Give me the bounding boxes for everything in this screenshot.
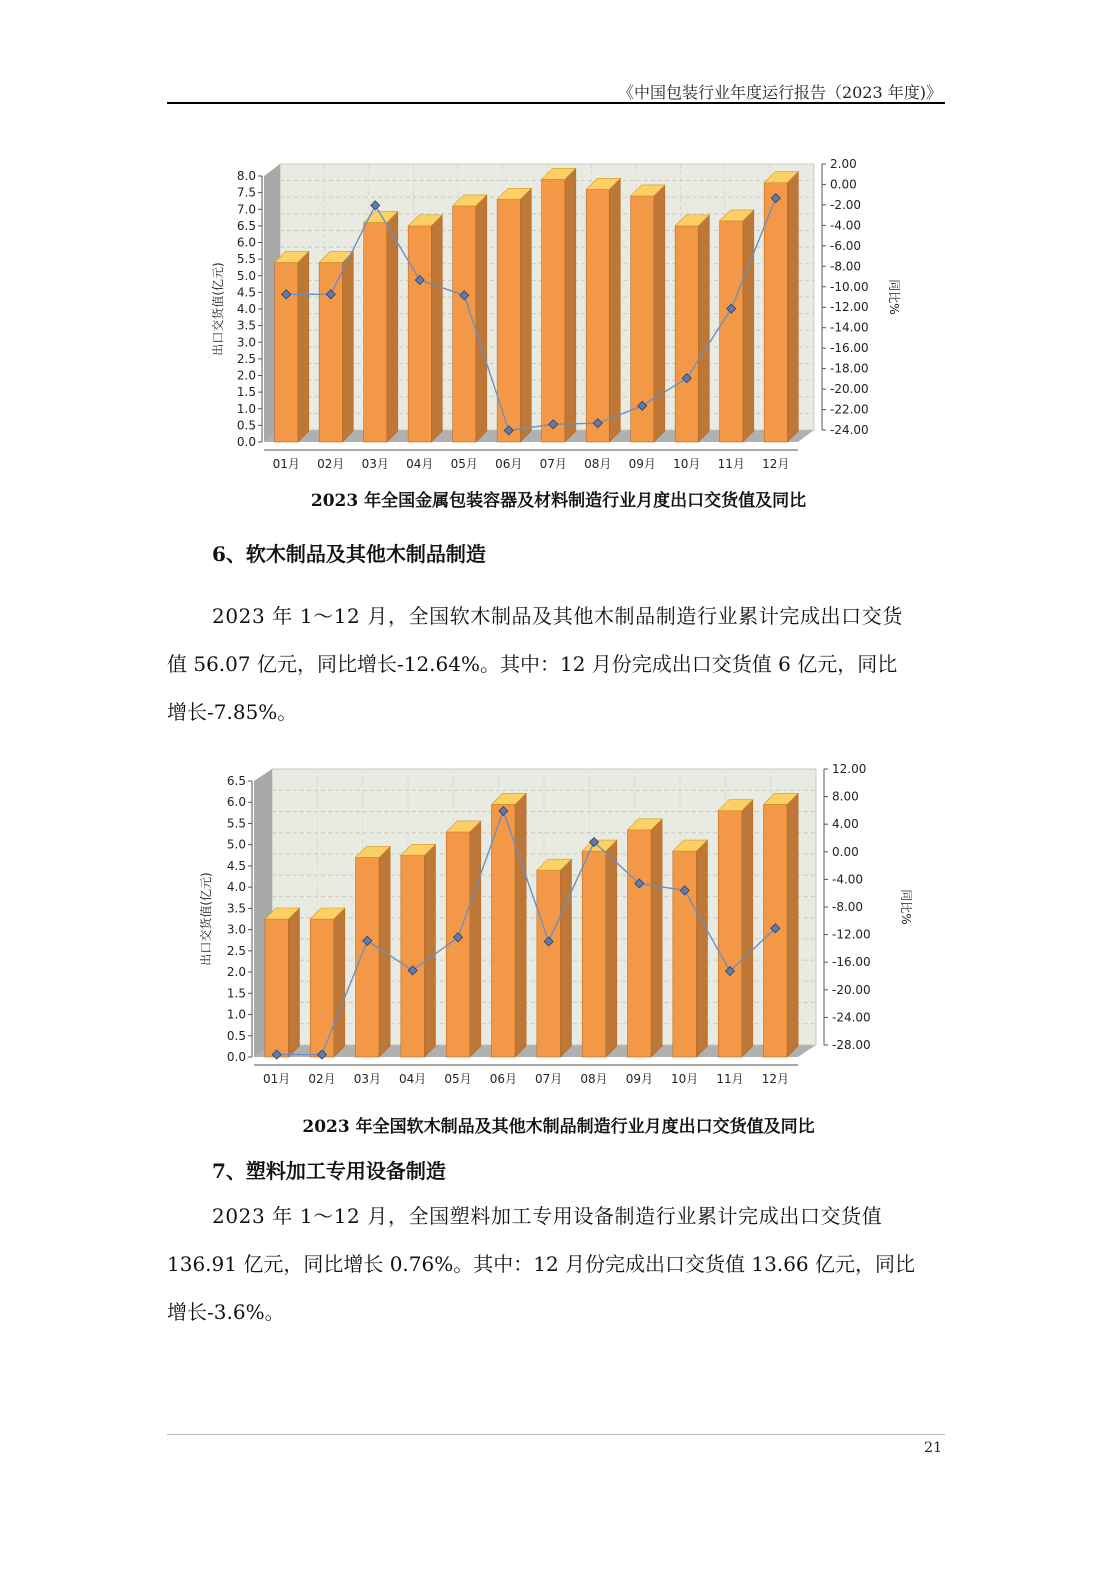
bar-side [743,210,754,442]
x-tick-label: 02月 [317,457,345,471]
y-tick-label: 2.0 [226,965,246,980]
y2-tick-label: -4.00 [832,872,864,887]
y2-tick-label: 12.00 [832,762,867,776]
y2-tick-label: -28.00 [832,1038,871,1052]
bar-front [310,919,334,1057]
y-tick-label: 0.5 [226,1028,246,1043]
paragraph-line: 增长-3.6%。 [167,1300,285,1324]
x-tick-label: 03月 [361,457,389,471]
y2-tick-label: -8.00 [832,900,864,914]
bar-side [515,793,526,1057]
x-tick-label: 01月 [263,1072,291,1086]
y2-tick-label: 0.00 [830,177,857,192]
bar-front [453,206,476,442]
bar-side [288,908,299,1057]
y-tick-label: 5.5 [226,816,246,831]
x-tick-label: 06月 [489,1072,517,1086]
y2-tick-label: -16.00 [832,955,871,970]
x-tick-label: 07月 [535,1072,563,1086]
x-tick-label: 02月 [308,1072,336,1086]
x-tick-label: 08月 [584,457,612,471]
bar-front [364,223,387,442]
bar-front [408,226,431,442]
y2-tick-label: -14.00 [830,320,869,335]
y-tick-label: 1.5 [226,986,246,1001]
section-paragraph-7 [167,1192,945,1336]
bar-side [698,215,709,442]
bar-front [542,179,565,442]
x-tick-label: 06月 [495,457,523,471]
y-tick-label: 7.5 [236,185,256,200]
bar-side [560,859,571,1057]
bar-front [356,857,380,1057]
y2-tick-label: -4.00 [830,218,862,233]
chart-caption-cork-wood: 2023 年全国软木制品及其他木制品制造行业月度出口交货值及同比 [302,1117,815,1137]
x-tick-label: 03月 [353,1072,381,1086]
bar-front [446,832,470,1057]
x-tick-label: 05月 [450,457,478,471]
y2-tick-label: -24.00 [830,423,869,437]
y2-tick-label: -10.00 [830,279,869,294]
x-tick-label: 04月 [399,1072,427,1086]
bar-front [582,851,606,1057]
y-tick-label: 3.5 [226,901,246,916]
bar-side [787,793,798,1057]
bar-side [298,251,309,442]
y-tick-label: 0.0 [236,435,256,449]
footer-rule [167,1434,945,1435]
bar-side [476,195,487,442]
y2-axis-title: 同比% [887,279,901,315]
y-tick-label: 1.0 [226,1007,246,1022]
bar-side [470,821,481,1057]
x-tick-label: 10月 [671,1072,699,1086]
y2-tick-label: -20.00 [832,982,871,997]
y2-tick-label: 2.00 [830,157,857,171]
y2-tick-label: -18.00 [830,361,869,376]
x-tick-label: 04月 [406,457,434,471]
paragraph-line: 2023 年 1～12 月，全国塑料加工专用设备制造行业累计完成出口交货值 [212,1204,883,1228]
header-rule [167,102,945,104]
x-tick-label: 07月 [539,457,567,471]
y2-tick-label: 8.00 [832,789,859,804]
y2-tick-label: 4.00 [832,817,859,832]
paragraph-line: 2023 年 1～12 月，全国软木制品及其他木制品制造行业累计完成出口交货 [212,604,903,628]
y2-tick-label: -12.00 [832,927,871,942]
chart-metal-packaging [200,150,920,480]
y-tick-label: 2.5 [226,943,246,958]
chart-caption-metal-packaging: 2023 年全国金属包装容器及材料制造行业月度出口交货值及同比 [310,491,807,511]
y2-tick-label: -8.00 [830,259,862,274]
y-tick-label: 3.0 [236,335,256,350]
y2-tick-label: -6.00 [830,238,862,253]
x-tick-label: 12月 [761,1072,789,1086]
x-tick-label: 09月 [628,457,656,471]
x-tick-label: 08月 [580,1072,608,1086]
y-tick-label: 8.0 [236,169,256,183]
bar-side [787,172,798,442]
y-tick-label: 7.0 [236,202,256,217]
bar-front [764,183,787,442]
y-tick-label: 0.5 [236,418,256,433]
paragraph-line: 值 56.07 亿元，同比增长-12.64%。其中：12 月份完成出口交货值 6 亿元，同比 [167,652,898,676]
y-tick-label: 5.5 [236,252,256,267]
bar-side [342,251,353,442]
running-header: 《中国包装行业年度运行报告（2023 年度)》 [617,83,942,102]
bar-side [606,840,617,1057]
bar-side [387,212,398,442]
y2-tick-label: -22.00 [830,402,869,417]
y2-tick-label: -24.00 [832,1010,871,1025]
y2-tick-label: -12.00 [830,300,869,315]
y2-tick-label: 0.00 [832,844,859,859]
x-tick-label: 12月 [762,457,790,471]
bar-front [492,804,516,1057]
y-tick-label: 6.5 [236,218,256,233]
y-tick-label: 0.0 [226,1050,246,1064]
y-tick-label: 4.0 [236,302,256,316]
bar-front [628,830,652,1057]
bar-side [565,168,576,442]
y-tick-label: 4.0 [226,880,246,895]
y-tick-label: 6.5 [226,774,246,788]
bar-front [265,919,289,1057]
y-tick-label: 2.5 [236,351,256,366]
bar-side [431,215,442,442]
y-tick-label: 5.0 [226,837,246,852]
y-axis-title: 出口交货值(亿元) [199,872,213,966]
bar-front [586,189,609,442]
bar-side [696,840,707,1057]
bar-front [720,221,743,442]
y-tick-label: 6.0 [236,235,256,250]
chart-cork-wood [190,755,920,1095]
bar-side [424,844,435,1057]
bar-side [742,800,753,1057]
y2-tick-label: -2.00 [830,197,862,212]
y2-axis-title: 同比% [899,889,913,925]
bar-side [609,178,620,442]
paragraph-line: 增长-7.85%。 [167,700,298,724]
page-number: 21 [924,1440,942,1456]
y2-tick-label: -20.00 [830,382,869,397]
x-tick-label: 10月 [673,457,701,471]
bar-side [651,819,662,1057]
y-tick-label: 4.5 [226,858,246,873]
y-tick-label: 4.5 [236,285,256,300]
bar-side [654,185,665,442]
y-tick-label: 1.5 [236,385,256,400]
section-heading-7: 7、塑料加工专用设备制造 [212,1159,446,1183]
y-tick-label: 6.0 [226,795,246,810]
y-tick-label: 3.5 [236,318,256,333]
y-axis-title: 出口交货值(亿元) [211,262,225,356]
x-tick-label: 09月 [625,1072,653,1086]
bar-side [520,188,531,442]
x-tick-label: 05月 [444,1072,472,1086]
paragraph-line: 136.91 亿元，同比增长 0.76%。其中：12 月份完成出口交货值 13.66 亿元，同比 [167,1252,916,1276]
bar-front [537,870,561,1057]
x-tick-label: 01月 [272,457,300,471]
y2-tick-label: -16.00 [830,341,869,356]
section-heading-6: 6、软木制品及其他木制品制造 [212,542,486,566]
y-tick-label: 1.0 [236,401,256,416]
bar-side [334,908,345,1057]
bar-front [401,855,425,1057]
y-tick-label: 2.0 [236,368,256,383]
bar-front [718,811,742,1057]
y-tick-label: 3.0 [226,922,246,937]
x-tick-label: 11月 [716,1072,744,1086]
x-tick-label: 11月 [717,457,745,471]
section-paragraph-6 [167,592,945,736]
y-tick-label: 5.0 [236,268,256,283]
bar-front [675,226,698,442]
bar-front [673,851,697,1057]
